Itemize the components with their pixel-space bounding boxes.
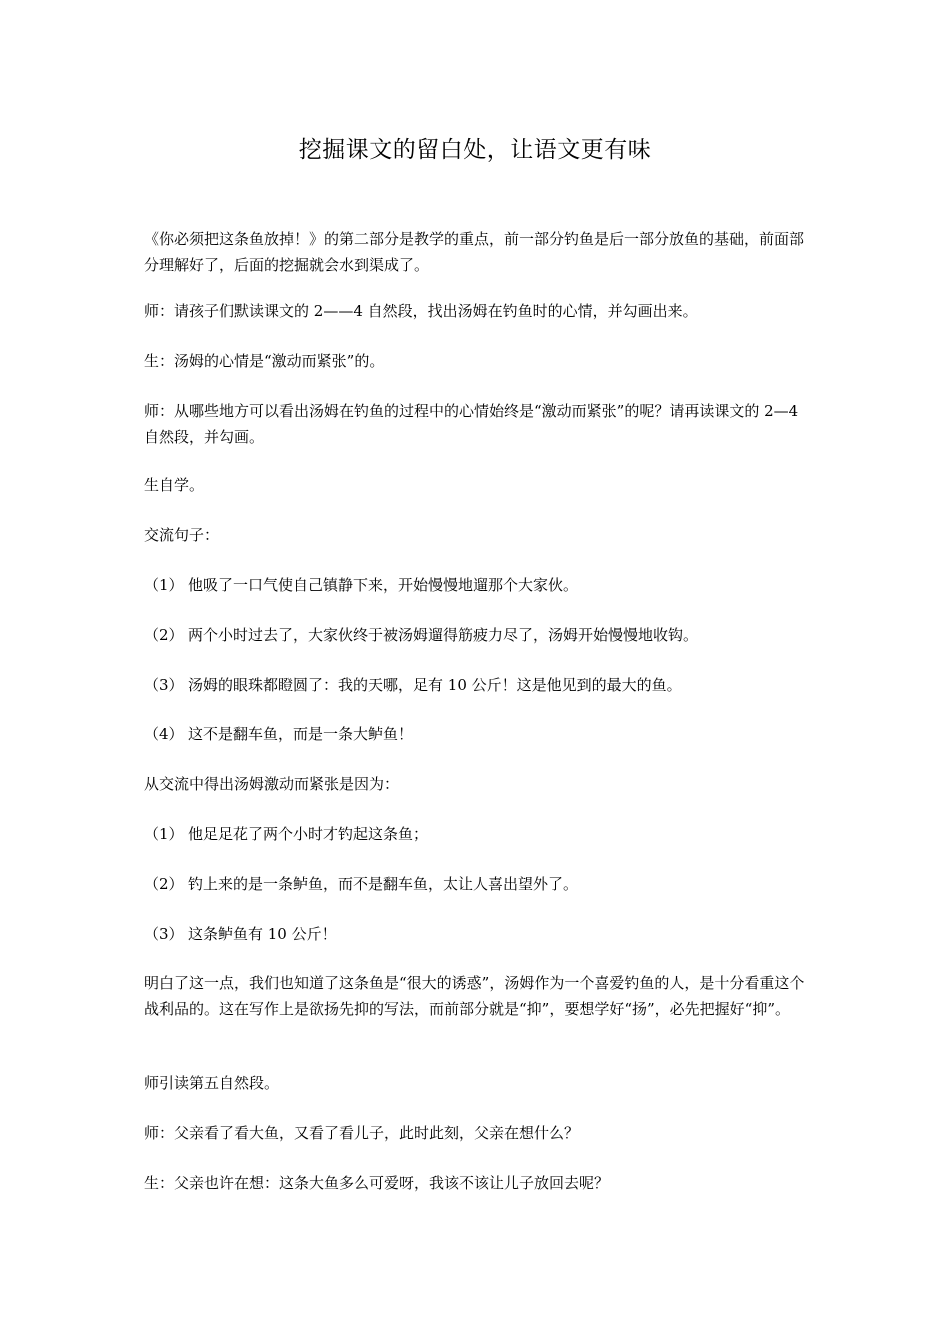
list-item-text: 这条鲈鱼有 10 公斤！ bbox=[188, 925, 337, 943]
paragraph-student-1: 生：汤姆的心情是“激动而紧张”的。 bbox=[144, 352, 385, 370]
list-item bbox=[144, 572, 808, 598]
list-item bbox=[144, 871, 808, 897]
list-item-text: 钓上来的是一条鲈鱼，而不是翻车鱼，太让人喜出望外了。 bbox=[188, 875, 579, 893]
list-item bbox=[144, 672, 808, 698]
list-item-text: 他吸了一口气使自己镇静下来，开始慢慢地遛那个大家伙。 bbox=[188, 576, 579, 594]
list-item-text: 这不是翻车鱼，而是一条大鲈鱼！ bbox=[188, 725, 414, 743]
list-item-number: （1） bbox=[144, 825, 184, 843]
list-item-number: （4） bbox=[144, 725, 184, 743]
list-item bbox=[144, 921, 808, 947]
paragraph-teacher-2: 师：从哪些地方可以看出汤姆在钓鱼的过程中的心情始终是“激动而紧张”的呢？请再读课文的 2—4 自然段，并勾画。 bbox=[144, 402, 799, 446]
list-item bbox=[144, 622, 808, 648]
paragraph-guided-reading: 师引读第五自然段。 bbox=[144, 1074, 280, 1092]
list-item-number: （2） bbox=[144, 626, 184, 644]
paragraph-self-study: 生自学。 bbox=[144, 476, 205, 494]
paragraph-exchange-heading: 交流句子： bbox=[144, 526, 220, 544]
list-item bbox=[144, 821, 808, 847]
paragraph-teacher-3: 师：父亲看了看大鱼，又看了看儿子，此时此刻，父亲在想什么？ bbox=[144, 1124, 580, 1142]
paragraph-analysis: 明白了这一点，我们也知道了这条鱼是“很大的诱惑”，汤姆作为一个喜爱钓鱼的人，是十分看重这个战利品的。这在写作上是欲扬先抑的写法，而前部分就是“抑”，要想学好“扬”，必先把握好“抑”。 bbox=[144, 974, 805, 1018]
list-item-number: （2） bbox=[144, 875, 184, 893]
paragraph-conclusion-heading: 从交流中得出汤姆激动而紧张是因为： bbox=[144, 775, 400, 793]
document-title: 挖掘课文的留白处，让语文更有味 bbox=[298, 137, 652, 163]
list-item-number: （3） bbox=[144, 676, 184, 694]
paragraph-student-2: 生：父亲也许在想：这条大鱼多么可爱呀，我该不该让儿子放回去呢？ bbox=[144, 1174, 610, 1192]
paragraph-teacher-1: 师：请孩子们默读课文的 2——4 自然段，找出汤姆在钓鱼时的心情，并勾画出来。 bbox=[144, 302, 698, 320]
list-item-number: （3） bbox=[144, 925, 184, 943]
paragraph-intro: 《你必须把这条鱼放掉！》的第二部分是教学的重点，前一部分钓鱼是后一部分放鱼的基础，前面部分理解好了，后面的挖掘就会水到渠成了。 bbox=[144, 230, 805, 274]
list-item-text: 两个小时过去了，大家伙终于被汤姆遛得筋疲力尽了，汤姆开始慢慢地收钩。 bbox=[188, 626, 699, 644]
list-item-text: 汤姆的眼珠都瞪圆了：我的天哪，足有 10 公斤！这是他见到的最大的鱼。 bbox=[188, 676, 682, 694]
list-item bbox=[144, 721, 808, 747]
list-item-number: （1） bbox=[144, 576, 184, 594]
list-item-text: 他足足花了两个小时才钓起这条鱼； bbox=[188, 825, 429, 843]
